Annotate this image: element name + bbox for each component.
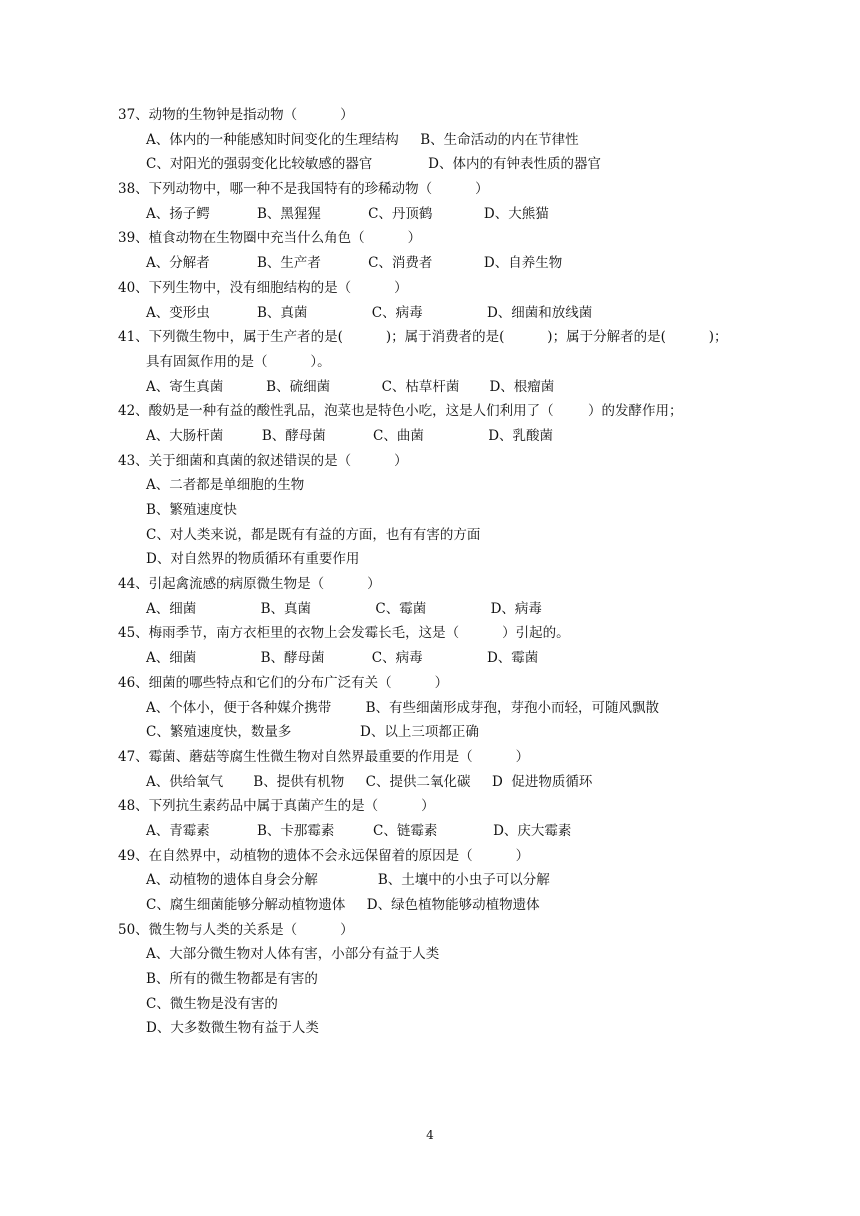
option-line: A、青霉素 B、卡那霉素 C、链霉素 D、庆大霉素 bbox=[146, 822, 572, 839]
option-line: A、扬子鳄 B、黑猩猩 C、丹顶鹤 D、大熊猫 bbox=[146, 205, 549, 222]
option-line: C、腐生细菌能够分解动植物遗体 D、绿色植物能够动植物遗体 bbox=[146, 897, 540, 913]
question-continuation-line: 具有固氮作用的是（ ）。 bbox=[146, 353, 331, 370]
page-number: 4 bbox=[426, 1128, 434, 1142]
question-line: 39、植食动物在生物圈中充当什么角色（ ） bbox=[118, 230, 422, 247]
option-line: A、大肠杆菌 B、酵母菌 C、曲菌 D、乳酸菌 bbox=[146, 427, 554, 444]
option-line: A、动植物的遗体自身会分解 B、土壤中的小虫子可以分解 bbox=[146, 872, 550, 889]
option-line: C、繁殖速度快，数量多 D、以上三项都正确 bbox=[146, 724, 479, 741]
option-line: D、对自然界的物质循环有重要作用 bbox=[146, 551, 360, 568]
option-line: B、繁殖速度快 bbox=[146, 502, 237, 518]
option-line: A、供给氧气 B、提供有机物 C、提供二氧化碳 D 促进物质循环 bbox=[146, 773, 593, 790]
option-line: A、二者都是单细胞的生物 bbox=[146, 477, 305, 494]
question-line: 41、下列微生物中，属于生产者的是( )；属于消费者的是( )；属于分解者的是( )； bbox=[118, 329, 728, 346]
option-line: C、对人类来说，都是既有有益的方面，也有有害的方面 bbox=[146, 526, 481, 543]
question-line: 42、酸奶是一种有益的酸性乳品，泡菜也是特色小吃，这是人们利用了（ ）的发酵作用； bbox=[118, 403, 683, 420]
question-line: 40、下列生物中，没有细胞结构的是（ ） bbox=[118, 279, 408, 296]
question-line: 44、引起禽流感的病原微生物是（ ） bbox=[118, 576, 381, 593]
option-line: D、大多数微生物有益于人类 bbox=[146, 1020, 319, 1037]
option-line: A、体内的一种能感知时间变化的生理结构 B、生命活动的内在节律性 bbox=[146, 131, 579, 148]
question-line: 38、下列动物中，哪一种不是我国特有的珍稀动物（ ） bbox=[118, 181, 489, 198]
question-line: 46、细菌的哪些特点和它们的分布广泛有关（ ） bbox=[118, 674, 449, 691]
option-line: C、微生物是没有害的 bbox=[146, 995, 278, 1012]
question-list bbox=[118, 103, 760, 1041]
question-line: 50、微生物与人类的关系是（ ） bbox=[118, 921, 354, 938]
option-line: A、个体小，便于各种媒介携带 B、有些细菌形成芽孢，芽孢小而轻，可随风飘散 bbox=[146, 699, 659, 716]
question-line: 37、动物的生物钟是指动物（ ） bbox=[118, 107, 354, 123]
option-line: A、细菌 B、酵母菌 C、病毒 D、霉菌 bbox=[146, 650, 539, 667]
question-line: 48、下列抗生素药品中属于真菌产生的是（ ） bbox=[118, 798, 435, 815]
option-line: A、分解者 B、生产者 C、消费者 D、自养生物 bbox=[146, 255, 563, 272]
question-line: 45、梅雨季节，南方衣柜里的衣物上会发霉长毛，这是（ ）引起的。 bbox=[118, 625, 570, 642]
question-line: 43、关于细菌和真菌的叙述错误的是（ ） bbox=[118, 452, 408, 469]
option-line: A、细菌 B、真菌 C、霉菌 D、病毒 bbox=[146, 600, 542, 617]
option-line: A、大部分微生物对人体有害，小部分有益于人类 bbox=[146, 946, 440, 963]
option-line: B、所有的微生物都是有害的 bbox=[146, 971, 318, 988]
option-line: C、对阳光的强弱变化比较敏感的器官 D、体内的有钟表性质的器官 bbox=[146, 156, 601, 173]
option-line: A、变形虫 B、真菌 C、病毒 D、细菌和放线菌 bbox=[146, 304, 593, 321]
question-line: 47、霉菌、蘑菇等腐生性微生物对自然界最重要的作用是（ ） bbox=[118, 748, 530, 765]
option-line: A、寄生真菌 B、硫细菌 C、枯草杆菌 D、根瘤菌 bbox=[146, 378, 555, 395]
question-line: 49、在自然界中，动植物的遗体不会永远保留着的原因是（ ） bbox=[118, 847, 530, 864]
